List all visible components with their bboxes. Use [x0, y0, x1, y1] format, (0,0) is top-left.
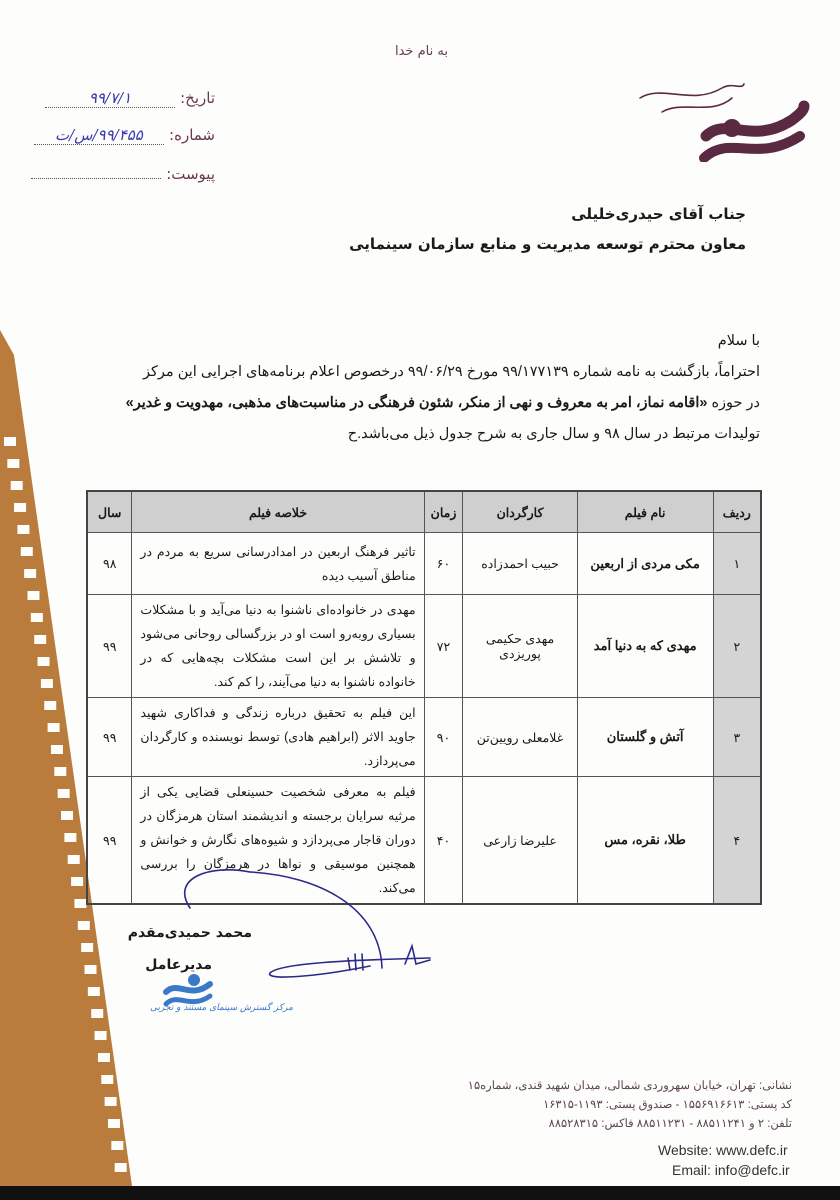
header-director: کارگردان [463, 491, 577, 533]
film-hole [24, 569, 36, 578]
date-field [10, 88, 215, 112]
film-hole [115, 1163, 127, 1172]
attachment-label: پیوست: [166, 165, 215, 183]
film-year: ۹۹ [87, 777, 132, 905]
table-row [87, 595, 761, 698]
header-duration: زمان [424, 491, 463, 533]
film-hole [108, 1119, 120, 1128]
film-hole [88, 987, 100, 996]
film-hole [74, 899, 86, 908]
film-title: طلا، نقره، مس [577, 777, 713, 905]
film-hole [48, 723, 60, 732]
film-hole [78, 921, 90, 930]
organization-logo [632, 76, 812, 162]
film-hole [105, 1097, 117, 1106]
film-hole [101, 1075, 113, 1084]
film-year: ۹۹ [87, 595, 132, 698]
table-header-row [87, 491, 761, 533]
film-hole [91, 1009, 103, 1018]
body-line-1: احتراماً، بازگشت به نامه شماره ۹۹/۱۷۷۱۳۹ مورخ ۹۹/۰۶/۲۹ درخصوص اعلام برنامه‌های اجرایی این مرکز [143, 364, 760, 380]
row-index: ۲ [713, 595, 761, 698]
recipient-title: معاون محترم توسعه مدیریت و منابع سازمان سینمایی [349, 235, 746, 253]
footer-phone: تلفن: ۲ و ۸۸۵۱۱۲۴۱ - ۸۸۵۱۱۲۳۱ فاکس: ۸۸۵۲۸۳۱۵ [548, 1118, 792, 1130]
film-hole [27, 591, 39, 600]
film-summary: فیلم به معرفی شخصیت حسینعلی قضایی یکی از مرثیه سرایان برجسته و اندیشمند استان هرمزگان در دوران قاجار می‌پردازد و شیوه‌های نگارش و خوانش و همچنین موسیقی و نواها در هرمزگان را بررسی می‌کند. [132, 777, 424, 905]
film-hole [21, 547, 33, 556]
film-hole [58, 789, 70, 798]
signatory-position: مدیرعامل [145, 957, 212, 973]
footer-address: نشانی: تهران، خیابان سهروردی شمالی، میدان شهید قندی، شماره۱۵ [467, 1080, 792, 1092]
table-row [87, 533, 761, 595]
footer-postal: کد پستی: ۱۵۵۶۹۱۶۶۱۳ - صندوق پستی: ۱۱۹۳-۱۶۳۱۵ [543, 1099, 792, 1111]
film-director: غلامعلی رویین‌تن [463, 698, 577, 777]
table-row [87, 698, 761, 777]
film-hole [44, 701, 56, 710]
film-year: ۹۸ [87, 533, 132, 595]
number-field [10, 125, 215, 149]
footer-website: Website: www.defc.ir [658, 1142, 788, 1158]
film-hole [51, 745, 63, 754]
film-hole [38, 657, 50, 666]
film-hole [71, 877, 83, 886]
film-hole [34, 635, 46, 644]
letter-body [60, 326, 760, 450]
film-duration: ۹۰ [424, 698, 463, 777]
header-summary: خلاصه فیلم [132, 491, 424, 533]
film-summary: مهدی در خانواده‌ای ناشنوا به دنیا می‌آید و با مشکلات بسیاری روبه‌رو است او در بزرگسالی روحانی می‌شود و تلاشش بر این است مشکلات بچه‌هایی که در خانواده ناشنوا به دنیا می‌آیند، را کم کند. [132, 595, 424, 698]
film-director: حبیب احمدزاده [463, 533, 577, 595]
row-index: ۱ [713, 533, 761, 595]
film-duration: ۶۰ [424, 533, 463, 595]
row-index: ۴ [713, 777, 761, 905]
body-line-2 [60, 388, 760, 419]
film-hole [111, 1141, 123, 1150]
body-line-2-topic: «اقامه نماز، امر به معروف و نهی از منکر، شئون فرهنگی در مناسبت‌های مذهبی، مهدویت و غدیر» [125, 395, 708, 411]
film-hole [11, 481, 23, 490]
date-value: ۹۹/۷/۱ [45, 89, 175, 108]
greeting: با سلام [717, 333, 760, 349]
body-line-3: تولیدات مرتبط در سال ۹۸ و سال جاری به شرح جدول ذیل می‌باشد.ح [347, 426, 760, 442]
header-title: نام فیلم [577, 491, 713, 533]
film-duration: ۴۰ [424, 777, 463, 905]
film-hole [4, 437, 16, 446]
film-hole [61, 811, 73, 820]
film-duration: ۷۲ [424, 595, 463, 698]
film-title: مکی مردی از اربعین [577, 533, 713, 595]
film-year: ۹۹ [87, 698, 132, 777]
film-hole [17, 525, 29, 534]
film-summary: تاثیر فرهنگ اربعین در امدادرسانی سریع به مردم در مناطق آسیب دیده [132, 533, 424, 595]
film-hole [68, 855, 80, 864]
stamp-text: مرکز گسترش سینمای مستند و تجربی [150, 1003, 293, 1013]
film-summary: این فیلم به تحقیق درباره زندگی و فداکاری شهید جاوید الاثر (ابراهیم هادی) توسط نویسنده و کارگردان می‌پردازد. [132, 698, 424, 777]
film-hole [64, 833, 76, 842]
scan-border [0, 1186, 840, 1200]
films-table [86, 490, 762, 905]
film-hole [85, 965, 97, 974]
row-index: ۳ [713, 698, 761, 777]
film-title: آتش و گلستان [577, 698, 713, 777]
basmala: به نام خدا [395, 44, 448, 59]
number-value: ۹۹/۴۵۵/س/ت [34, 126, 164, 145]
film-hole [95, 1031, 107, 1040]
date-label: تاریخ: [180, 89, 215, 107]
film-hole [98, 1053, 110, 1062]
film-title: مهدی که به دنیا آمد [577, 595, 713, 698]
film-director: علیرضا زارعی [463, 777, 577, 905]
body-line-2-prefix: در حوزه [707, 395, 760, 411]
attachment-field [10, 164, 215, 188]
film-hole [41, 679, 53, 688]
signatory-name: محمد حمیدی‌مقدم [127, 925, 252, 941]
footer-contact [462, 1077, 792, 1134]
header-index: ردیف [713, 491, 761, 533]
header-year: سال [87, 491, 132, 533]
number-label: شماره: [169, 126, 215, 144]
film-hole [14, 503, 26, 512]
film-director: مهدی حکیمی پوریزدی [463, 595, 577, 698]
film-hole [54, 767, 66, 776]
footer-email: Email: info@defc.ir [672, 1162, 790, 1178]
film-hole [7, 459, 19, 468]
attachment-value [31, 164, 161, 179]
film-hole [81, 943, 93, 952]
film-hole [31, 613, 43, 622]
recipient-name: جناب آقای حیدری‌خلیلی [571, 205, 746, 223]
